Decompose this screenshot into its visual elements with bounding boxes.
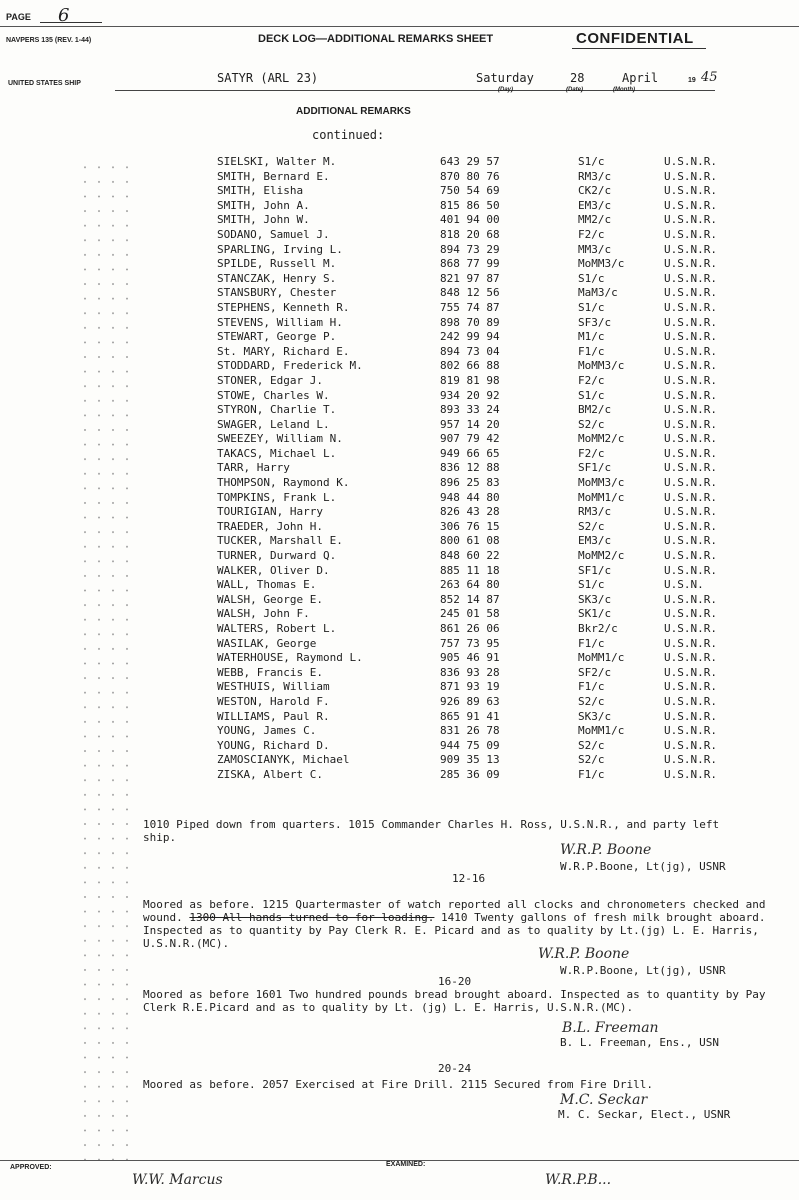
signature-line-boone-2: W.R.P.Boone, Lt(jg), USNR <box>560 964 726 977</box>
crew-service-number: 831 26 78 <box>440 724 500 738</box>
crew-name: TURNER, Durward Q. <box>217 549 337 563</box>
crew-row <box>0 739 799 754</box>
crew-row <box>0 243 799 258</box>
crew-service-number: 948 44 80 <box>440 490 500 504</box>
crew-name: STEVENS, William H. <box>217 315 343 329</box>
crew-branch: U.S.N.R. <box>664 709 717 723</box>
crew-service-number: 836 12 88 <box>440 461 500 475</box>
signature-line-seckar: M. C. Seckar, Elect., USNR <box>558 1108 731 1121</box>
crew-branch: U.S.N.R. <box>664 388 717 402</box>
crew-row <box>0 389 799 404</box>
crew-branch: U.S.N.R. <box>664 549 717 563</box>
crew-row <box>0 666 799 681</box>
log-entry-20-24: Moored as before. 2057 Exercised at Fire Drill. 2115 Secured from Fire Drill. <box>143 1078 653 1091</box>
crew-branch: U.S.N.R. <box>664 359 717 373</box>
crew-name: YOUNG, James C. <box>217 724 317 738</box>
crew-row <box>0 695 799 710</box>
crew-branch: U.S.N.R. <box>664 767 717 781</box>
crew-name: TARR, Harry <box>217 461 290 475</box>
crew-branch: U.S.N.R. <box>664 753 717 767</box>
crew-branch: U.S.N.R. <box>664 680 717 694</box>
page-number: 6 <box>58 5 70 26</box>
crew-rate: S1/c <box>578 388 605 402</box>
crew-row <box>0 534 799 549</box>
crew-row <box>0 680 799 695</box>
crew-row <box>0 520 799 535</box>
crew-rate: MoMM1/c <box>578 490 625 504</box>
crew-rate: EM3/c <box>578 198 612 212</box>
crew-service-number: 852 14 87 <box>440 592 500 606</box>
approved-label: APPROVED: <box>10 1164 52 1171</box>
continued-label: continued: <box>312 128 385 142</box>
crew-service-number: 836 93 28 <box>440 665 500 679</box>
crew-name: TAKACS, Michael L. <box>217 446 337 460</box>
examined-label: EXAMINED: <box>386 1161 426 1168</box>
crew-branch: U.S.N.R. <box>664 417 717 431</box>
crew-branch: U.S.N.R. <box>664 286 717 300</box>
crew-branch: U.S.N.R. <box>664 184 717 198</box>
examined-signature: W.R.P.B... <box>545 1172 612 1188</box>
crew-service-number: 242 99 94 <box>440 330 500 344</box>
crew-name: WEBB, Francis E. <box>217 665 323 679</box>
crew-service-number: 802 66 88 <box>440 359 500 373</box>
crew-rate: MoMM3/c <box>578 359 625 373</box>
crew-name: WASILAK, George <box>217 636 317 650</box>
crew-service-number: 898 70 89 <box>440 315 500 329</box>
crew-branch: U.S.N.R. <box>664 651 717 665</box>
crew-branch: U.S.N.R. <box>664 213 717 227</box>
signature-line-boone-1: W.R.P.Boone, Lt(jg), USNR <box>560 860 726 873</box>
crew-row <box>0 301 799 316</box>
crew-branch: U.S.N.R. <box>664 622 717 635</box>
crew-service-number: 755 74 87 <box>440 300 500 314</box>
crew-service-number: 848 60 22 <box>440 549 500 563</box>
crew-branch: U.S.N.R. <box>664 198 717 212</box>
crew-service-number: 285 36 09 <box>440 767 500 781</box>
crew-rate: MaM3/c <box>578 286 618 300</box>
crew-name: SODANO, Samuel J. <box>217 227 330 241</box>
crew-branch: U.S.N.R. <box>664 738 717 752</box>
crew-rate: F2/c <box>578 446 605 460</box>
crew-rate: S2/c <box>578 753 605 767</box>
signature-handwritten-boone-1: W.R.P. Boone <box>560 842 652 858</box>
crew-branch: U.S.N.R. <box>664 490 717 504</box>
struck-text: 1300 All hands turned to for loading. <box>189 911 435 924</box>
crew-branch: U.S.N.R. <box>664 315 717 329</box>
crew-service-number: 909 35 13 <box>440 753 500 767</box>
crew-service-number: 821 97 87 <box>440 271 500 285</box>
crew-row <box>0 272 799 287</box>
crew-row <box>0 447 799 462</box>
crew-branch: U.S.N.R. <box>664 563 717 577</box>
crew-rate: F2/c <box>578 227 605 241</box>
crew-rate: MoMM3/c <box>578 257 625 271</box>
crew-name: SMITH, John W. <box>217 213 310 227</box>
ship-name: SATYR (ARL 23) <box>217 71 319 85</box>
crew-rate: S1/c <box>578 271 605 285</box>
crew-name: WALTERS, Robert L. <box>217 622 337 635</box>
crew-name: SPILDE, Russell M. <box>217 257 337 271</box>
crew-name: STANSBURY, Chester <box>217 286 337 300</box>
signature-line-freeman: B. L. Freeman, Ens., USN <box>560 1036 719 1049</box>
crew-name: SMITH, Bernard E. <box>217 169 330 183</box>
day-caption: (Day) <box>498 87 514 93</box>
crew-rate: S1/c <box>578 578 605 592</box>
crew-row <box>0 403 799 418</box>
crew-branch: U.S.N.R. <box>664 534 717 548</box>
crew-branch: U.S.N.R. <box>664 505 717 519</box>
crew-rate: EM3/c <box>578 534 612 548</box>
crew-name: STONER, Edgar J. <box>217 373 323 387</box>
crew-branch: U.S.N.R. <box>664 607 717 621</box>
crew-name: WALSH, John F. <box>217 607 310 621</box>
form-number: NAVPERS 135 (REV. 1-44) <box>6 37 92 44</box>
crew-row <box>0 637 799 652</box>
crew-branch: U.S.N.R. <box>664 300 717 314</box>
crew-row <box>0 345 799 360</box>
crew-name: WALSH, George E. <box>217 592 323 606</box>
crew-rate: S1/c <box>578 300 605 314</box>
crew-row <box>0 505 799 520</box>
crew-row <box>0 228 799 243</box>
crew-branch: U.S.N.R. <box>664 344 717 358</box>
crew-branch: U.S.N.R. <box>664 432 717 446</box>
log-day: Saturday <box>476 71 534 85</box>
crew-name: STYRON, Charlie T. <box>217 403 337 417</box>
crew-branch: U.S.N.R. <box>664 403 717 417</box>
log-date: 28 <box>570 71 585 85</box>
crew-service-number: 893 33 24 <box>440 403 500 417</box>
crew-branch: U.S.N.R. <box>664 373 717 387</box>
crew-service-number: 819 81 98 <box>440 373 500 387</box>
crew-service-number: 306 76 15 <box>440 519 500 533</box>
crew-service-number: 944 75 09 <box>440 738 500 752</box>
crew-row <box>0 286 799 301</box>
crew-rate: CK2/c <box>578 184 612 198</box>
crew-branch: U.S.N.R. <box>664 227 717 241</box>
crew-name: THOMPSON, Raymond K. <box>217 476 350 490</box>
crew-row <box>0 768 799 783</box>
crew-rate: BM2/c <box>578 403 612 417</box>
crew-name: TOMPKINS, Frank L. <box>217 490 337 504</box>
crew-rate: SK1/c <box>578 607 612 621</box>
crew-rate: F2/c <box>578 373 605 387</box>
crew-service-number: 896 25 83 <box>440 476 500 490</box>
crew-rate: RM3/c <box>578 169 612 183</box>
crew-service-number: 800 61 08 <box>440 534 500 548</box>
crew-branch: U.S.N.R. <box>664 476 717 490</box>
crew-row <box>0 359 799 374</box>
crew-row <box>0 316 799 331</box>
crew-row <box>0 155 799 170</box>
crew-branch: U.S.N.R. <box>664 169 717 183</box>
crew-rate: SK3/c <box>578 592 612 606</box>
crew-name: STEWART, George P. <box>217 330 337 344</box>
crew-branch: U.S.N.R. <box>664 242 717 256</box>
crew-branch: U.S.N.R. <box>664 592 717 606</box>
crew-service-number: 868 77 99 <box>440 257 500 271</box>
crew-rate: SK3/c <box>578 709 612 723</box>
crew-service-number: 894 73 04 <box>440 344 500 358</box>
signature-handwritten-boone-2: W.R.P. Boone <box>538 946 630 962</box>
crew-name: SPARLING, Irving L. <box>217 242 343 256</box>
page-label: PAGE <box>6 12 31 22</box>
crew-name: WATERHOUSE, Raymond L. <box>217 651 363 665</box>
crew-rate: F1/c <box>578 344 605 358</box>
signature-handwritten-freeman: B.L. Freeman <box>562 1020 659 1036</box>
crew-branch: U.S.N.R. <box>664 446 717 460</box>
entry-text-part-a: Moored as before. 1215 Quartermaster of watch reported all clocks and chronometers checked and wound. <box>143 898 766 924</box>
header-rule <box>0 26 799 27</box>
crew-row <box>0 593 799 608</box>
crew-name: STANCZAK, Henry S. <box>217 271 337 285</box>
crew-branch: U.S.N.R. <box>664 330 717 344</box>
entry-text-part-b: 1410 Twenty gallons of fresh milk brought aboard. Inspected as to quantity by Pay Clerk R. E. Picard and as to quality by Lt.(jg) L. E. Harris, U.S.N.R.(MC). <box>143 911 766 950</box>
crew-service-number: 815 86 50 <box>440 198 500 212</box>
crew-row <box>0 213 799 228</box>
ship-label: UNITED STATES SHIP <box>8 80 81 87</box>
crew-name: TUCKER, Marshall E. <box>217 534 343 548</box>
crew-rate: S2/c <box>578 738 605 752</box>
sheet-title: DECK LOG—ADDITIONAL REMARKS SHEET <box>258 33 494 45</box>
crew-row <box>0 418 799 433</box>
crew-row <box>0 330 799 345</box>
crew-service-number: 818 20 68 <box>440 227 500 241</box>
crew-service-number: 907 79 42 <box>440 432 500 446</box>
approved-signature: W.W. Marcus <box>132 1172 223 1188</box>
crew-row <box>0 622 799 637</box>
crew-branch: U.S.N. <box>664 578 704 592</box>
crew-name: TOURIGIAN, Harry <box>217 505 323 519</box>
crew-rate: MoMM2/c <box>578 549 625 563</box>
crew-branch: U.S.N.R. <box>664 636 717 650</box>
classification-underline <box>572 48 706 49</box>
crew-row <box>0 199 799 214</box>
crew-row <box>0 710 799 725</box>
crew-name: WILLIAMS, Paul R. <box>217 709 330 723</box>
crew-service-number: 885 11 18 <box>440 563 500 577</box>
crew-row <box>0 724 799 739</box>
month-caption: (Month) <box>613 87 635 93</box>
crew-service-number: 848 12 56 <box>440 286 500 300</box>
section-title: ADDITIONAL REMARKS <box>296 106 411 117</box>
crew-branch: U.S.N.R. <box>664 665 717 679</box>
crew-row <box>0 578 799 593</box>
crew-name: SMITH, John A. <box>217 198 310 212</box>
crew-branch: U.S.N.R. <box>664 271 717 285</box>
crew-service-number: 894 73 29 <box>440 242 500 256</box>
crew-rate: S2/c <box>578 417 605 431</box>
crew-row <box>0 564 799 579</box>
crew-row <box>0 184 799 199</box>
date-caption: (Date) <box>566 87 584 93</box>
crew-service-number: 245 01 58 <box>440 607 500 621</box>
crew-name: SWAGER, Leland L. <box>217 417 330 431</box>
crew-service-number: 757 73 95 <box>440 636 500 650</box>
crew-service-number: 957 14 20 <box>440 417 500 431</box>
crew-name: WESTON, Harold F. <box>217 694 330 708</box>
crew-name: STODDARD, Frederick M. <box>217 359 363 373</box>
crew-rate: SF2/c <box>578 665 612 679</box>
crew-service-number: 870 80 76 <box>440 169 500 183</box>
crew-service-number: 865 91 41 <box>440 709 500 723</box>
year-prefix: 19 <box>688 77 696 84</box>
crew-service-number: 826 43 28 <box>440 505 500 519</box>
crew-rate: MoMM2/c <box>578 432 625 446</box>
crew-service-number: 949 66 65 <box>440 446 500 460</box>
crew-rate: M1/c <box>578 330 605 344</box>
crew-rate: SF1/c <box>578 563 612 577</box>
crew-branch: U.S.N.R. <box>664 694 717 708</box>
crew-service-number: 263 64 80 <box>440 578 500 592</box>
crew-service-number: 871 93 19 <box>440 680 500 694</box>
crew-rate: MoMM1/c <box>578 651 625 665</box>
crew-service-number: 934 20 92 <box>440 388 500 402</box>
crew-row <box>0 491 799 506</box>
crew-row <box>0 651 799 666</box>
crew-rate: SF3/c <box>578 315 612 329</box>
crew-row <box>0 374 799 389</box>
crew-branch: U.S.N.R. <box>664 724 717 738</box>
crew-name: TRAEDER, John H. <box>217 519 323 533</box>
crew-row <box>0 170 799 185</box>
crew-branch: U.S.N.R. <box>664 461 717 475</box>
crew-row <box>0 549 799 564</box>
crew-branch: U.S.N.R. <box>664 155 717 168</box>
crew-rate: F1/c <box>578 680 605 694</box>
crew-row <box>0 753 799 768</box>
crew-name: SWEEZEY, William N. <box>217 432 343 446</box>
crew-branch: U.S.N.R. <box>664 519 717 533</box>
crew-name: WESTHUIS, William <box>217 680 330 694</box>
crew-rate: RM3/c <box>578 505 612 519</box>
crew-row <box>0 432 799 447</box>
crew-rate: S2/c <box>578 694 605 708</box>
page-number-underline <box>40 22 102 23</box>
watch-label-20-24: 20-24 <box>438 1062 472 1075</box>
watch-label-16-20: 16-20 <box>438 975 472 988</box>
signature-handwritten-seckar: M.C. Seckar <box>560 1092 648 1108</box>
crew-service-number: 905 46 91 <box>440 651 500 665</box>
crew-rate: S1/c <box>578 155 605 168</box>
crew-service-number: 643 29 57 <box>440 155 500 168</box>
crew-name: SIELSKI, Walter M. <box>217 155 337 168</box>
crew-name: WALL, Thomas E. <box>217 578 317 592</box>
crew-rate: Bkr2/c <box>578 622 618 635</box>
crew-name: ZISKA, Albert C. <box>217 767 323 781</box>
crew-rate: MoMM3/c <box>578 476 625 490</box>
crew-name: ZAMOSCIANYK, Michael <box>217 753 350 767</box>
crew-service-number: 861 26 06 <box>440 622 500 635</box>
crew-service-number: 401 94 00 <box>440 213 500 227</box>
crew-row <box>0 607 799 622</box>
crew-service-number: 926 89 63 <box>440 694 500 708</box>
crew-rate: MM2/c <box>578 213 612 227</box>
crew-rate: MoMM1/c <box>578 724 625 738</box>
log-entry-12-16 <box>143 898 783 950</box>
crew-rate: SF1/c <box>578 461 612 475</box>
crew-branch: U.S.N.R. <box>664 257 717 271</box>
log-entry-16-20: Moored as before 1601 Two hundred pounds bread brought aboard. Inspected as to quantity by Pay Clerk R.E.Picard and as to quality by Lt. (jg) L. E. Harris, U.S.N.R.(MC). <box>143 988 766 1014</box>
crew-service-number: 750 54 69 <box>440 184 500 198</box>
crew-rate: MM3/c <box>578 242 612 256</box>
crew-name: STOWE, Charles W. <box>217 388 330 402</box>
crew-name: YOUNG, Richard D. <box>217 738 330 752</box>
classification-label: CONFIDENTIAL <box>576 30 694 47</box>
crew-rate: F1/c <box>578 767 605 781</box>
log-year: 45 <box>701 70 718 85</box>
crew-row <box>0 257 799 272</box>
watch-label-12-16: 12-16 <box>452 872 486 885</box>
crew-name: STEPHENS, Kenneth R. <box>217 300 350 314</box>
crew-row <box>0 461 799 476</box>
log-entry-1010: 1010 Piped down from quarters. 1015 Commander Charles H. Ross, U.S.N.R., and party left ship. <box>143 818 720 844</box>
crew-roster <box>0 155 799 783</box>
crew-rate: F1/c <box>578 636 605 650</box>
crew-name: SMITH, Elisha <box>217 184 304 198</box>
crew-rate: S2/c <box>578 519 605 533</box>
log-month: April <box>622 71 659 85</box>
crew-name: WALKER, Oliver D. <box>217 563 330 577</box>
crew-name: St. MARY, Richard E. <box>217 344 350 358</box>
crew-row <box>0 476 799 491</box>
